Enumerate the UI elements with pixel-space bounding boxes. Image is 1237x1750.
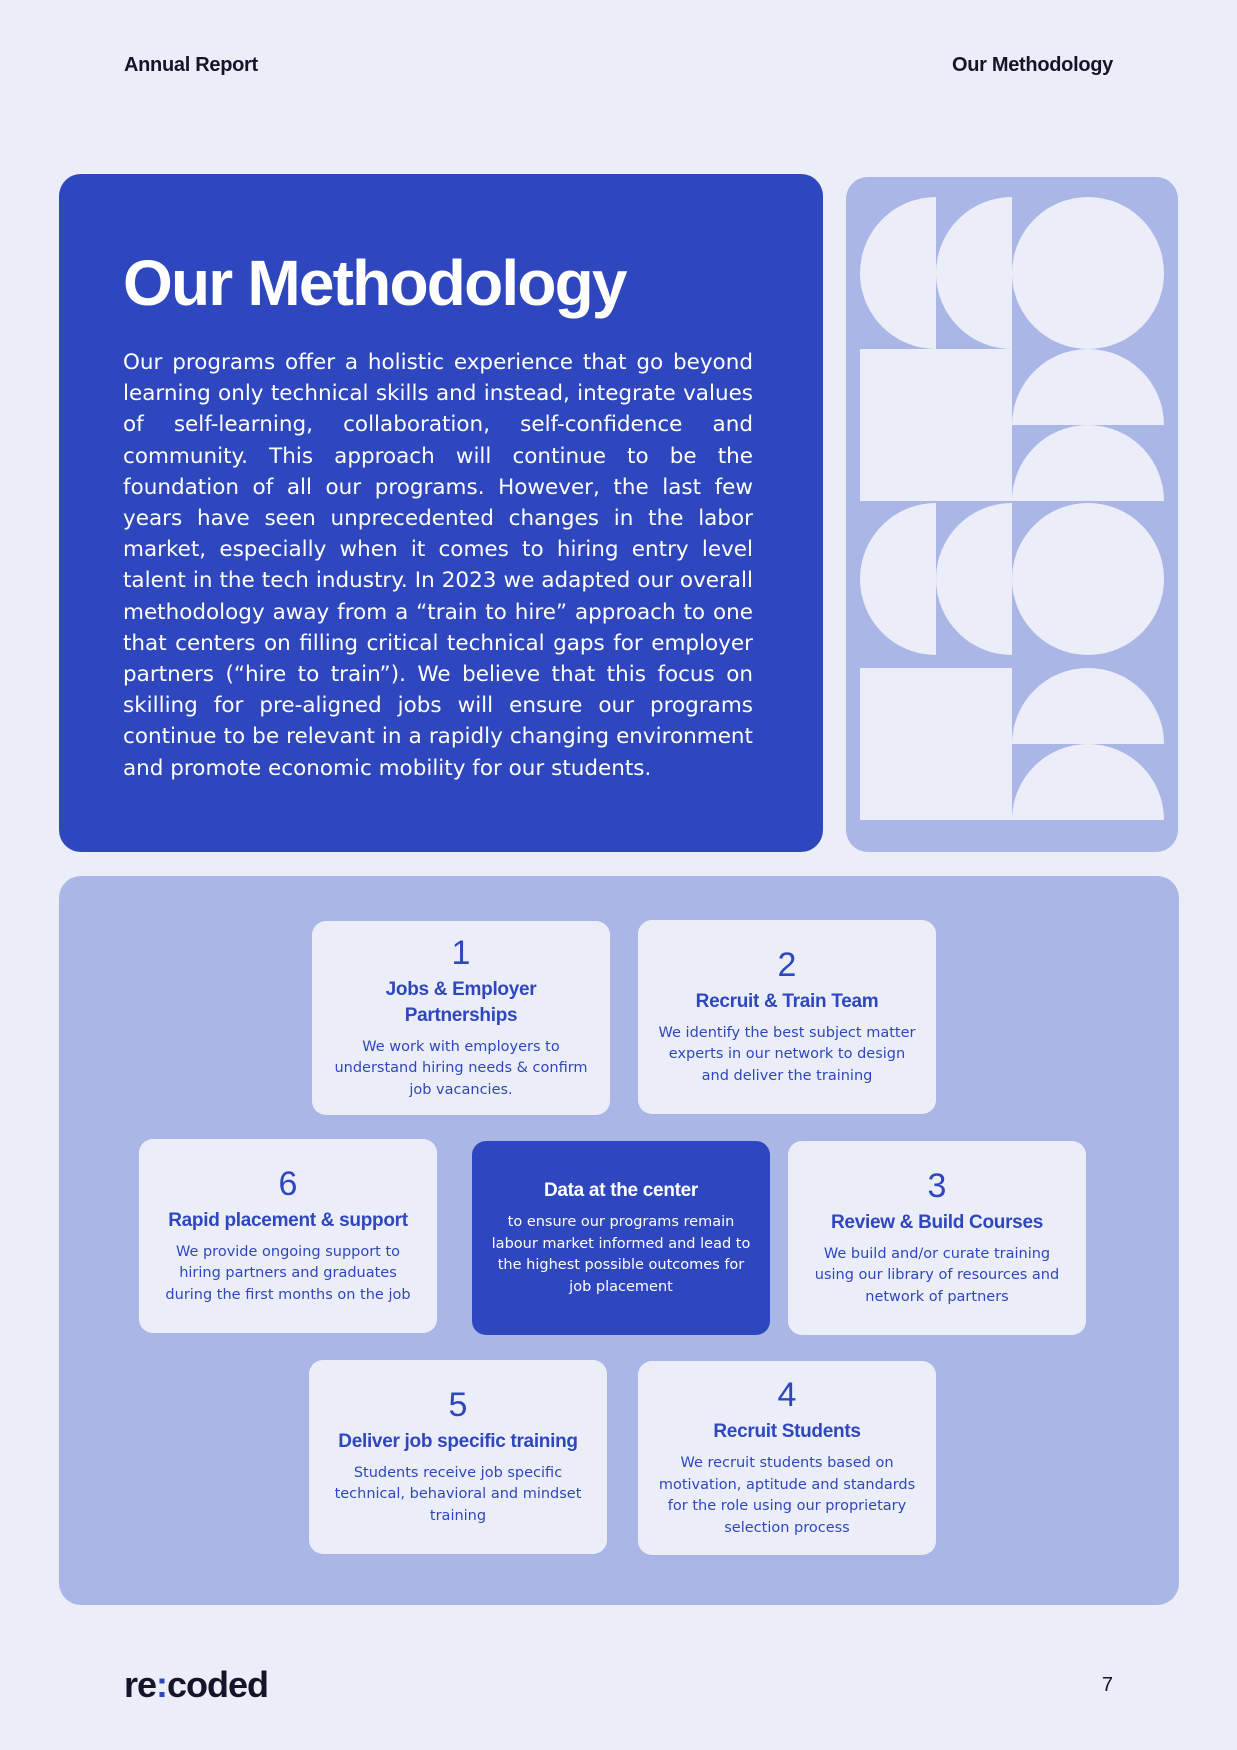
center-title: Data at the center bbox=[543, 1180, 699, 1201]
step-card-3 bbox=[788, 1141, 1086, 1335]
step-title: Review & Build Courses bbox=[831, 1211, 1043, 1233]
step-number: 4 bbox=[777, 1376, 797, 1414]
step-card-4 bbox=[638, 1361, 936, 1555]
step-title: Recruit Students bbox=[713, 1421, 861, 1442]
step-card-2 bbox=[638, 920, 936, 1114]
step-number: 5 bbox=[448, 1385, 468, 1424]
step-description: We identify the best subject matter experts in our network to design and deliver the training bbox=[658, 1024, 916, 1084]
step-card-6 bbox=[139, 1139, 437, 1333]
logo-colon: : bbox=[156, 1664, 168, 1705]
half-circle-shape bbox=[860, 503, 936, 655]
step-title: Jobs & Employer Partnerships bbox=[385, 978, 537, 1026]
circle-shape bbox=[1012, 197, 1164, 349]
header-section-label: Our Methodology bbox=[951, 54, 1113, 76]
step-title: Rapid placement & support bbox=[168, 1209, 408, 1231]
circle-shape bbox=[1012, 503, 1164, 655]
header-report-label: Annual Report bbox=[124, 54, 258, 76]
half-circle-shape bbox=[1012, 349, 1164, 425]
half-circle-shape bbox=[1012, 668, 1164, 744]
step-description: We work with employers to understand hiring needs & confirm job vacancies. bbox=[334, 1038, 588, 1098]
step-description: We recruit students based on motivation, aptitude and standards for the role using our proprietary selection process bbox=[658, 1455, 916, 1536]
square-shape bbox=[860, 668, 1012, 820]
step-card-1 bbox=[312, 921, 610, 1115]
step-title: Recruit & Train Team bbox=[695, 990, 879, 1012]
page-number: 7 bbox=[1101, 1674, 1113, 1696]
step-description: We build and/or curate training using our library of resources and network of partners bbox=[814, 1245, 1060, 1305]
center-description: to ensure our programs remain labour market informed and lead to the highest possible outcomes for job placement bbox=[491, 1214, 751, 1295]
data-center-card bbox=[472, 1141, 770, 1335]
page-title: Our Methodology bbox=[123, 247, 626, 319]
intro-paragraph: Our programs offer a holistic experience that go beyond learning only technical skills and instead, integrate values of self-learning, collaboration, self-confidence and community. This approach will continue to be the foundation of all our programs. However, the last few years have seen unprecedented changes in the labor market, especially when it comes to hiring entry level talent in the tech industry. In 2023 we adapted our overall methodology away from a “train to hire” approach to one that centers on filling critical technical gaps for employer partners (“hire to train”). We believe that this focus on skilling for pre-aligned jobs will ensure our programs continue to be relevant in a rapidly changing environment and promote economic mobility for our students. bbox=[123, 350, 753, 781]
step-number: 6 bbox=[278, 1164, 298, 1203]
step-description: We provide ongoing support to hiring partners and graduates during the first months on the job bbox=[165, 1243, 411, 1303]
step-card-5 bbox=[309, 1360, 607, 1554]
half-circle-shape bbox=[1012, 425, 1164, 501]
recoded-logo bbox=[124, 1664, 268, 1706]
step-number: 1 bbox=[451, 933, 471, 972]
decorative-shape-pattern bbox=[846, 177, 1178, 852]
half-circle-shape bbox=[1012, 744, 1164, 820]
logo-text-coded: coded bbox=[167, 1664, 269, 1705]
half-circle-shape bbox=[936, 503, 1012, 655]
half-circle-shape bbox=[936, 197, 1012, 349]
methodology-cycle-panel bbox=[59, 876, 1179, 1605]
step-title: Deliver job specific training bbox=[338, 1430, 578, 1452]
step-number: 2 bbox=[777, 945, 797, 984]
methodology-intro-panel bbox=[59, 174, 823, 852]
step-number: 3 bbox=[927, 1166, 947, 1205]
step-description: Students receive job specific technical, behavioral and mindset training bbox=[334, 1464, 582, 1524]
geometric-shapes-graphic bbox=[846, 177, 1178, 852]
logo-text-re: re bbox=[124, 1664, 157, 1705]
half-circle-shape bbox=[860, 197, 936, 349]
square-shape bbox=[860, 349, 1012, 501]
